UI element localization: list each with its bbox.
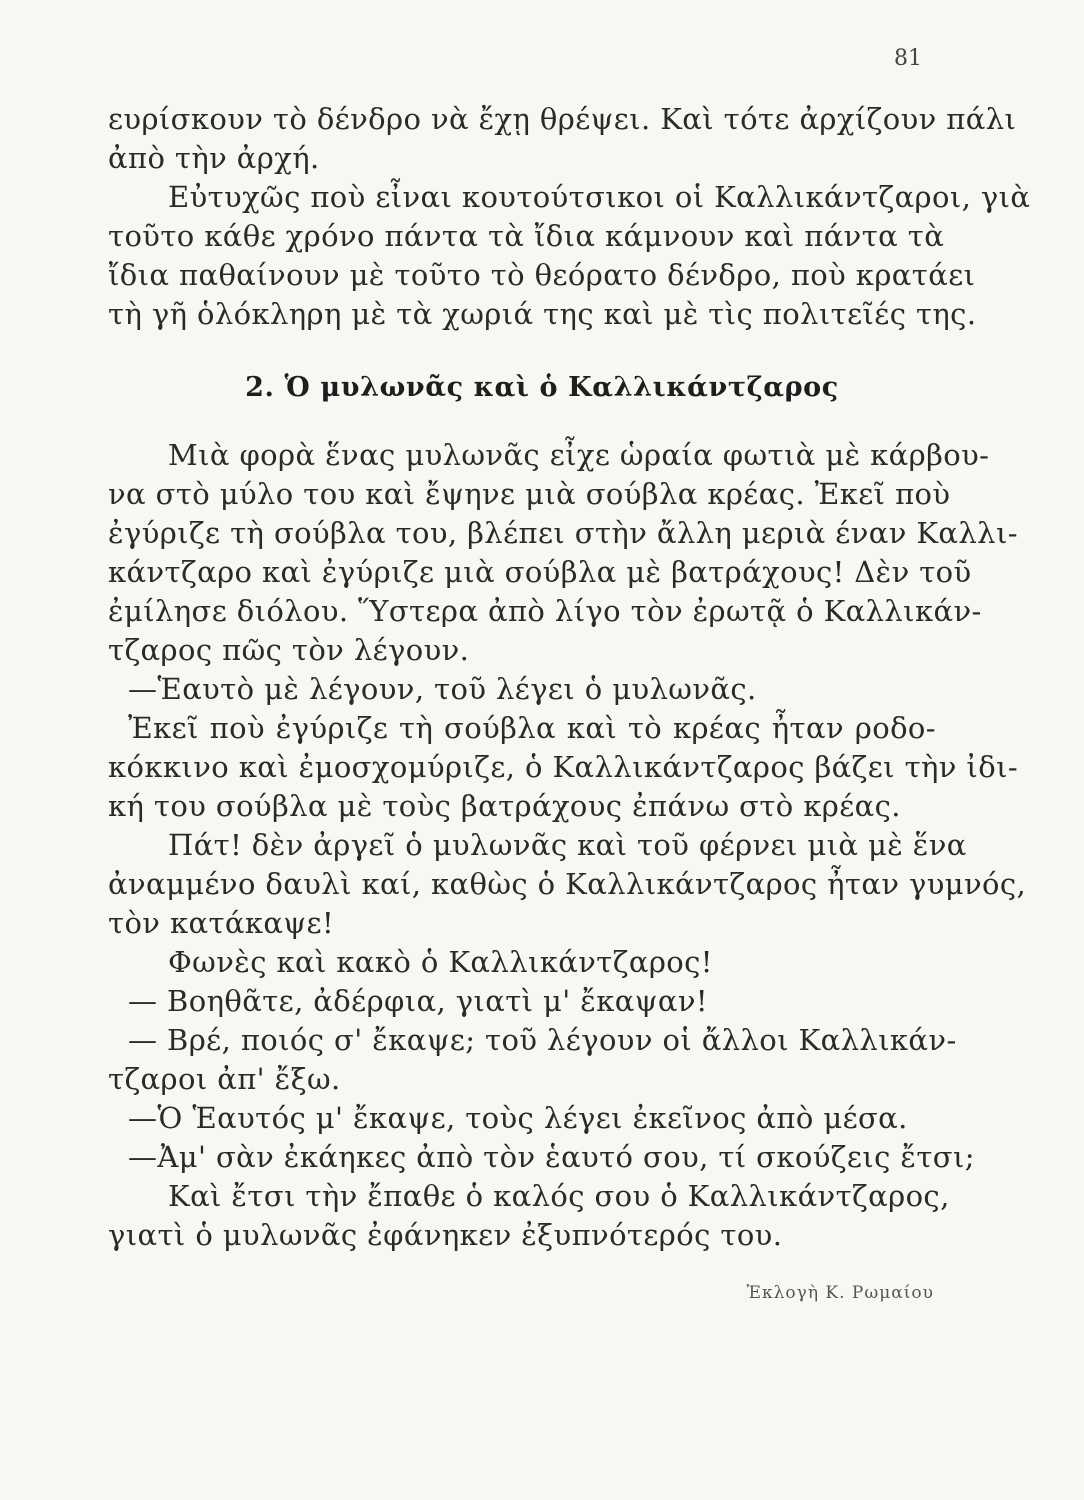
text-line: τοῦτο κάθε χρόνο πάντα τὰ ἴδια κάμνουν καὶ πάντα τὰ [108,219,945,253]
text-line: ευρίσκουν τὸ δένδρο νὰ ἔχῃ θρέψει. Καὶ τότε ἀρχίζουν πάλι [108,102,1017,136]
dialogue-line: — Βοηθᾶτε, ἀδέρφια, γιατὶ μ' ἔκαψαν! [128,984,708,1018]
dialogue-line: —Ὁ Ἑαυτός μ' ἔκαψε, τοὺς λέγει ἐκεῖνος ἀπὸ μέσα. [128,1101,908,1135]
dialogue-line: —Ἑαυτὸ μὲ λέγουν, τοῦ λέγει ὁ μυλωνᾶς. [128,672,757,706]
text-line: τζαροι ἀπ' ἔξω. [108,1062,341,1096]
text-line: ἐγύριζε τὴ σούβλα του, βλέπει στὴν ἄλλη μεριὰ έναν Καλλι- [108,516,1018,550]
story-paragraphs [108,436,1027,1255]
text-line: ἀναμμένο δαυλὶ καί, καθὼς ὁ Καλλικάντζαρος ἦταν γυμνός, [108,867,1027,901]
page-number: 81 [894,46,922,71]
text-line: Εὐτυχῶς ποὺ εἶναι κουτούτσικοι οἱ Καλλικάντζαροι, γιὰ [168,180,1031,214]
text-line: Μιὰ φορὰ ἕνας μυλωνᾶς εἶχε ὡραία φωτιὰ μὲ κάρβου- [168,438,990,472]
section-heading: 2. Ὁ μυλωνᾶς καὶ ὁ Καλλικάντζαρος [245,372,839,403]
text-line: Ἐκεῖ ποὺ ἐγύριζε τὴ σούβλα καὶ τὸ κρέας ἦταν ροδο- [128,711,936,745]
text-line: κάντζαρο καὶ ἐγύριζε μιὰ σούβλα μὲ βατράχους! Δὲν τοῦ [108,555,972,589]
text-line: ἀπὸ τὴν ἀρχή. [108,141,320,175]
text-line: Φωνὲς καὶ κακὸ ὁ Καλλικάντζαρος! [168,945,713,979]
text-line: κόκκινο καὶ ἐμοσχομύριζε, ὁ Καλλικάντζαρος βάζει τὴν ἰδι- [108,750,1019,784]
text-line: τὴ γῆ ὁλόκληρη μὲ τὰ χωριά της καὶ μὲ τὶς πολιτεῖές της. [108,297,977,331]
text-line: ἐμίλησε διόλου. Ὕστερα ἀπὸ λίγο τὸν ἐρωτᾷ ὁ Καλλικάν- [108,594,982,628]
text-line: κή του σούβλα μὲ τοὺς βατράχους ἐπάνω στὸ κρέας. [108,789,901,823]
text-line: τὸν κατάκαψε! [108,906,335,940]
dialogue-line: —Ἀμ' σὰν ἐκάηκες ἀπὸ τὸν ἑαυτό σου, τί σκούζεις ἔτσι; [128,1140,975,1174]
text-line: να στὸ μύλο του καὶ ἔψηνε μιὰ σούβλα κρέας. Ἐκεῖ ποὺ [108,477,951,511]
text-line: Πάτ! δὲν ἀργεῖ ὁ μυλωνᾶς καὶ τοῦ φέρνει μιὰ μὲ ἕνα [168,828,967,862]
source-credit: Ἐκλογὴ Κ. Ρωμαίου [746,1283,934,1303]
dialogue-line: — Βρέ, ποιός σ' ἔκαψε; τοῦ λέγουν οἱ ἄλλοι Καλλικάν- [128,1023,957,1057]
intro-paragraphs [108,100,1031,334]
text-line: ἴδια παθαίνουν μὲ τοῦτο τὸ θεόρατο δένδρο, ποὺ κρατάει [108,258,976,292]
text-line: τζαρος πῶς τὸν λέγουν. [108,633,470,667]
text-line: Καὶ ἔτσι τὴν ἔπαθε ὁ καλός σου ὁ Καλλικάντζαρος, [168,1179,950,1213]
text-line: γιατὶ ὁ μυλωνᾶς ἐφάνηκεν ἐξυπνότερός του. [108,1218,783,1252]
